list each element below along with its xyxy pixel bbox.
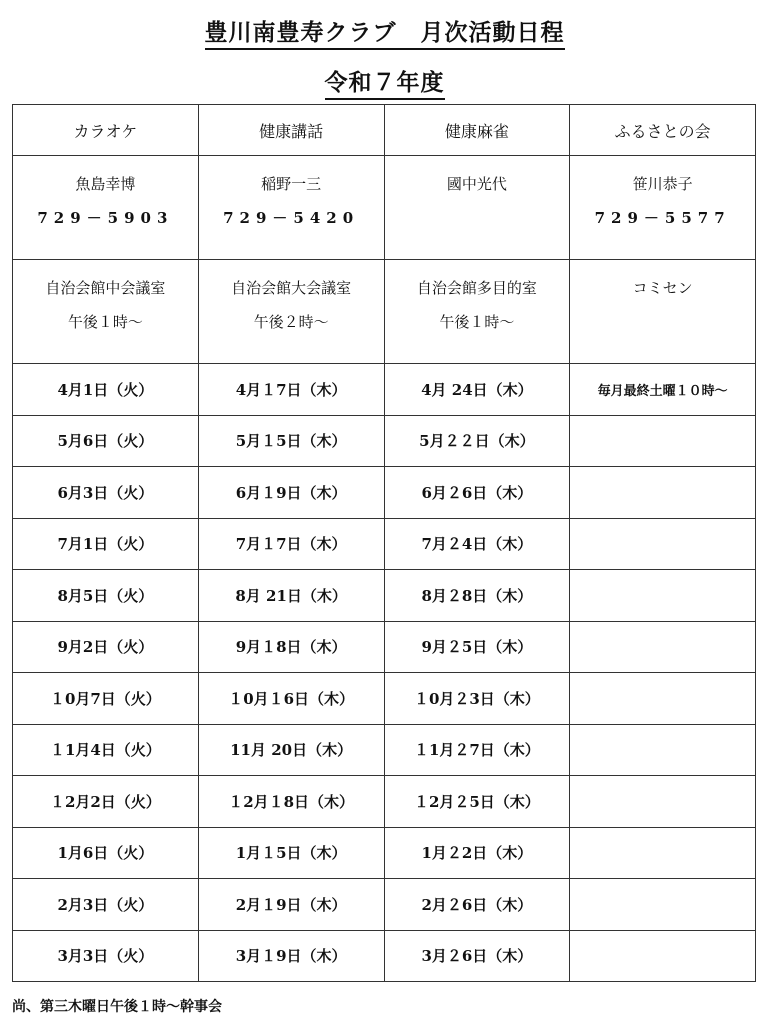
schedule-row [13,518,756,570]
date-cell: 9月１8日（木） [198,621,384,673]
date-cell [570,518,756,570]
date-cell: 7月１7日（木） [198,518,384,570]
contact-cell [384,156,570,260]
start-time [570,311,755,345]
venue-cell [570,260,756,364]
column-header: カラオケ [13,105,199,156]
date-cell: 6月3日（火） [13,467,199,519]
page-title: 豊川南豊寿クラブ 月次活動日程 [0,14,769,47]
date-cell: １2月１8日（木） [198,776,384,828]
date-cell [570,673,756,725]
phone-number [385,207,570,241]
date-cell: 4月 24日（木） [384,364,570,416]
column-header: 健康講話 [198,105,384,156]
contact-row [13,156,756,260]
date-cell: １0月１6日（木） [198,673,384,725]
date-cell: 毎月最終土曜１０時～ [570,364,756,416]
venue-cell [13,260,199,364]
date-cell: 9月2日（火） [13,621,199,673]
date-cell: 1月２2日（木） [384,827,570,879]
date-cell: 8月5日（火） [13,570,199,622]
schedule-table [12,104,756,982]
date-cell: 2月１9日（木） [198,879,384,931]
date-cell: 4月１7日（木） [198,364,384,416]
leader-name: 稲野一三 [261,175,322,193]
date-cell: １1月4日（火） [13,724,199,776]
date-cell: １1月２7日（木） [384,724,570,776]
date-cell [570,724,756,776]
date-cell [570,776,756,828]
phone-number: 729－5420 [223,209,360,227]
leader-name: 國中光代 [446,175,507,193]
venue-name: 自治会館多目的室 [416,279,537,297]
start-time: 午後１時～ [439,313,515,331]
date-cell: 7月２4日（木） [384,518,570,570]
schedule-row [13,467,756,519]
date-cell: 7月1日（火） [13,518,199,570]
schedule-row [13,364,756,416]
date-cell: 9月２5日（木） [384,621,570,673]
contact-cell [198,156,384,260]
phone-number: 729－5903 [37,209,174,227]
date-cell [570,415,756,467]
leader-name: 笹川恭子 [632,175,693,193]
date-cell: 4月1日（火） [13,364,199,416]
date-cell: 2月3日（火） [13,879,199,931]
date-cell: 11月 20日（木） [198,724,384,776]
column-header: ふるさとの会 [570,105,756,156]
date-cell: 2月２6日（木） [384,879,570,931]
venue-name: コミセン [632,279,693,297]
venue-name: 自治会館大会議室 [231,279,352,297]
schedule-row [13,724,756,776]
date-cell: 6月１9日（木） [198,467,384,519]
date-cell: 1月6日（火） [13,827,199,879]
start-time: 午後１時～ [67,313,143,331]
schedule-row [13,827,756,879]
venue-name: 自治会館中会議室 [45,279,166,297]
date-cell: 3月１9日（木） [198,930,384,982]
schedule-row [13,879,756,931]
schedule-row [13,673,756,725]
date-cell: １2月２5日（木） [384,776,570,828]
date-rows [13,364,756,982]
date-cell: 3月3日（火） [13,930,199,982]
phone-number: 729－5577 [594,209,731,227]
footnote: 尚、第三木曜日午後１時～幹事会 [12,999,222,1015]
leader-name: 魚島幸博 [75,175,136,193]
date-cell [570,467,756,519]
venue-row [13,260,756,364]
schedule-row [13,570,756,622]
date-cell: １0月7日（火） [13,673,199,725]
date-cell: １0月２3日（木） [384,673,570,725]
date-cell [570,879,756,931]
date-cell: １2月2日（火） [13,776,199,828]
date-cell [570,621,756,673]
header-row [13,105,756,156]
start-time: 午後２時～ [253,313,329,331]
contact-cell [570,156,756,260]
schedule-row [13,415,756,467]
date-cell: 6月２6日（木） [384,467,570,519]
date-cell: 5月１5日（木） [198,415,384,467]
date-cell: 1月１5日（木） [198,827,384,879]
date-cell: 8月 21日（木） [198,570,384,622]
date-cell [570,930,756,982]
contact-cell [13,156,199,260]
schedule-row [13,621,756,673]
schedule-row [13,776,756,828]
column-header: 健康麻雀 [384,105,570,156]
schedule-row [13,930,756,982]
date-cell: 3月２6日（木） [384,930,570,982]
date-cell: 5月6日（火） [13,415,199,467]
venue-cell [198,260,384,364]
date-cell: 8月２8日（木） [384,570,570,622]
venue-cell [384,260,570,364]
date-cell [570,827,756,879]
date-cell: 5月２２日（木） [384,415,570,467]
date-cell [570,570,756,622]
fiscal-year-subtitle: 令和７年度 [0,64,769,97]
